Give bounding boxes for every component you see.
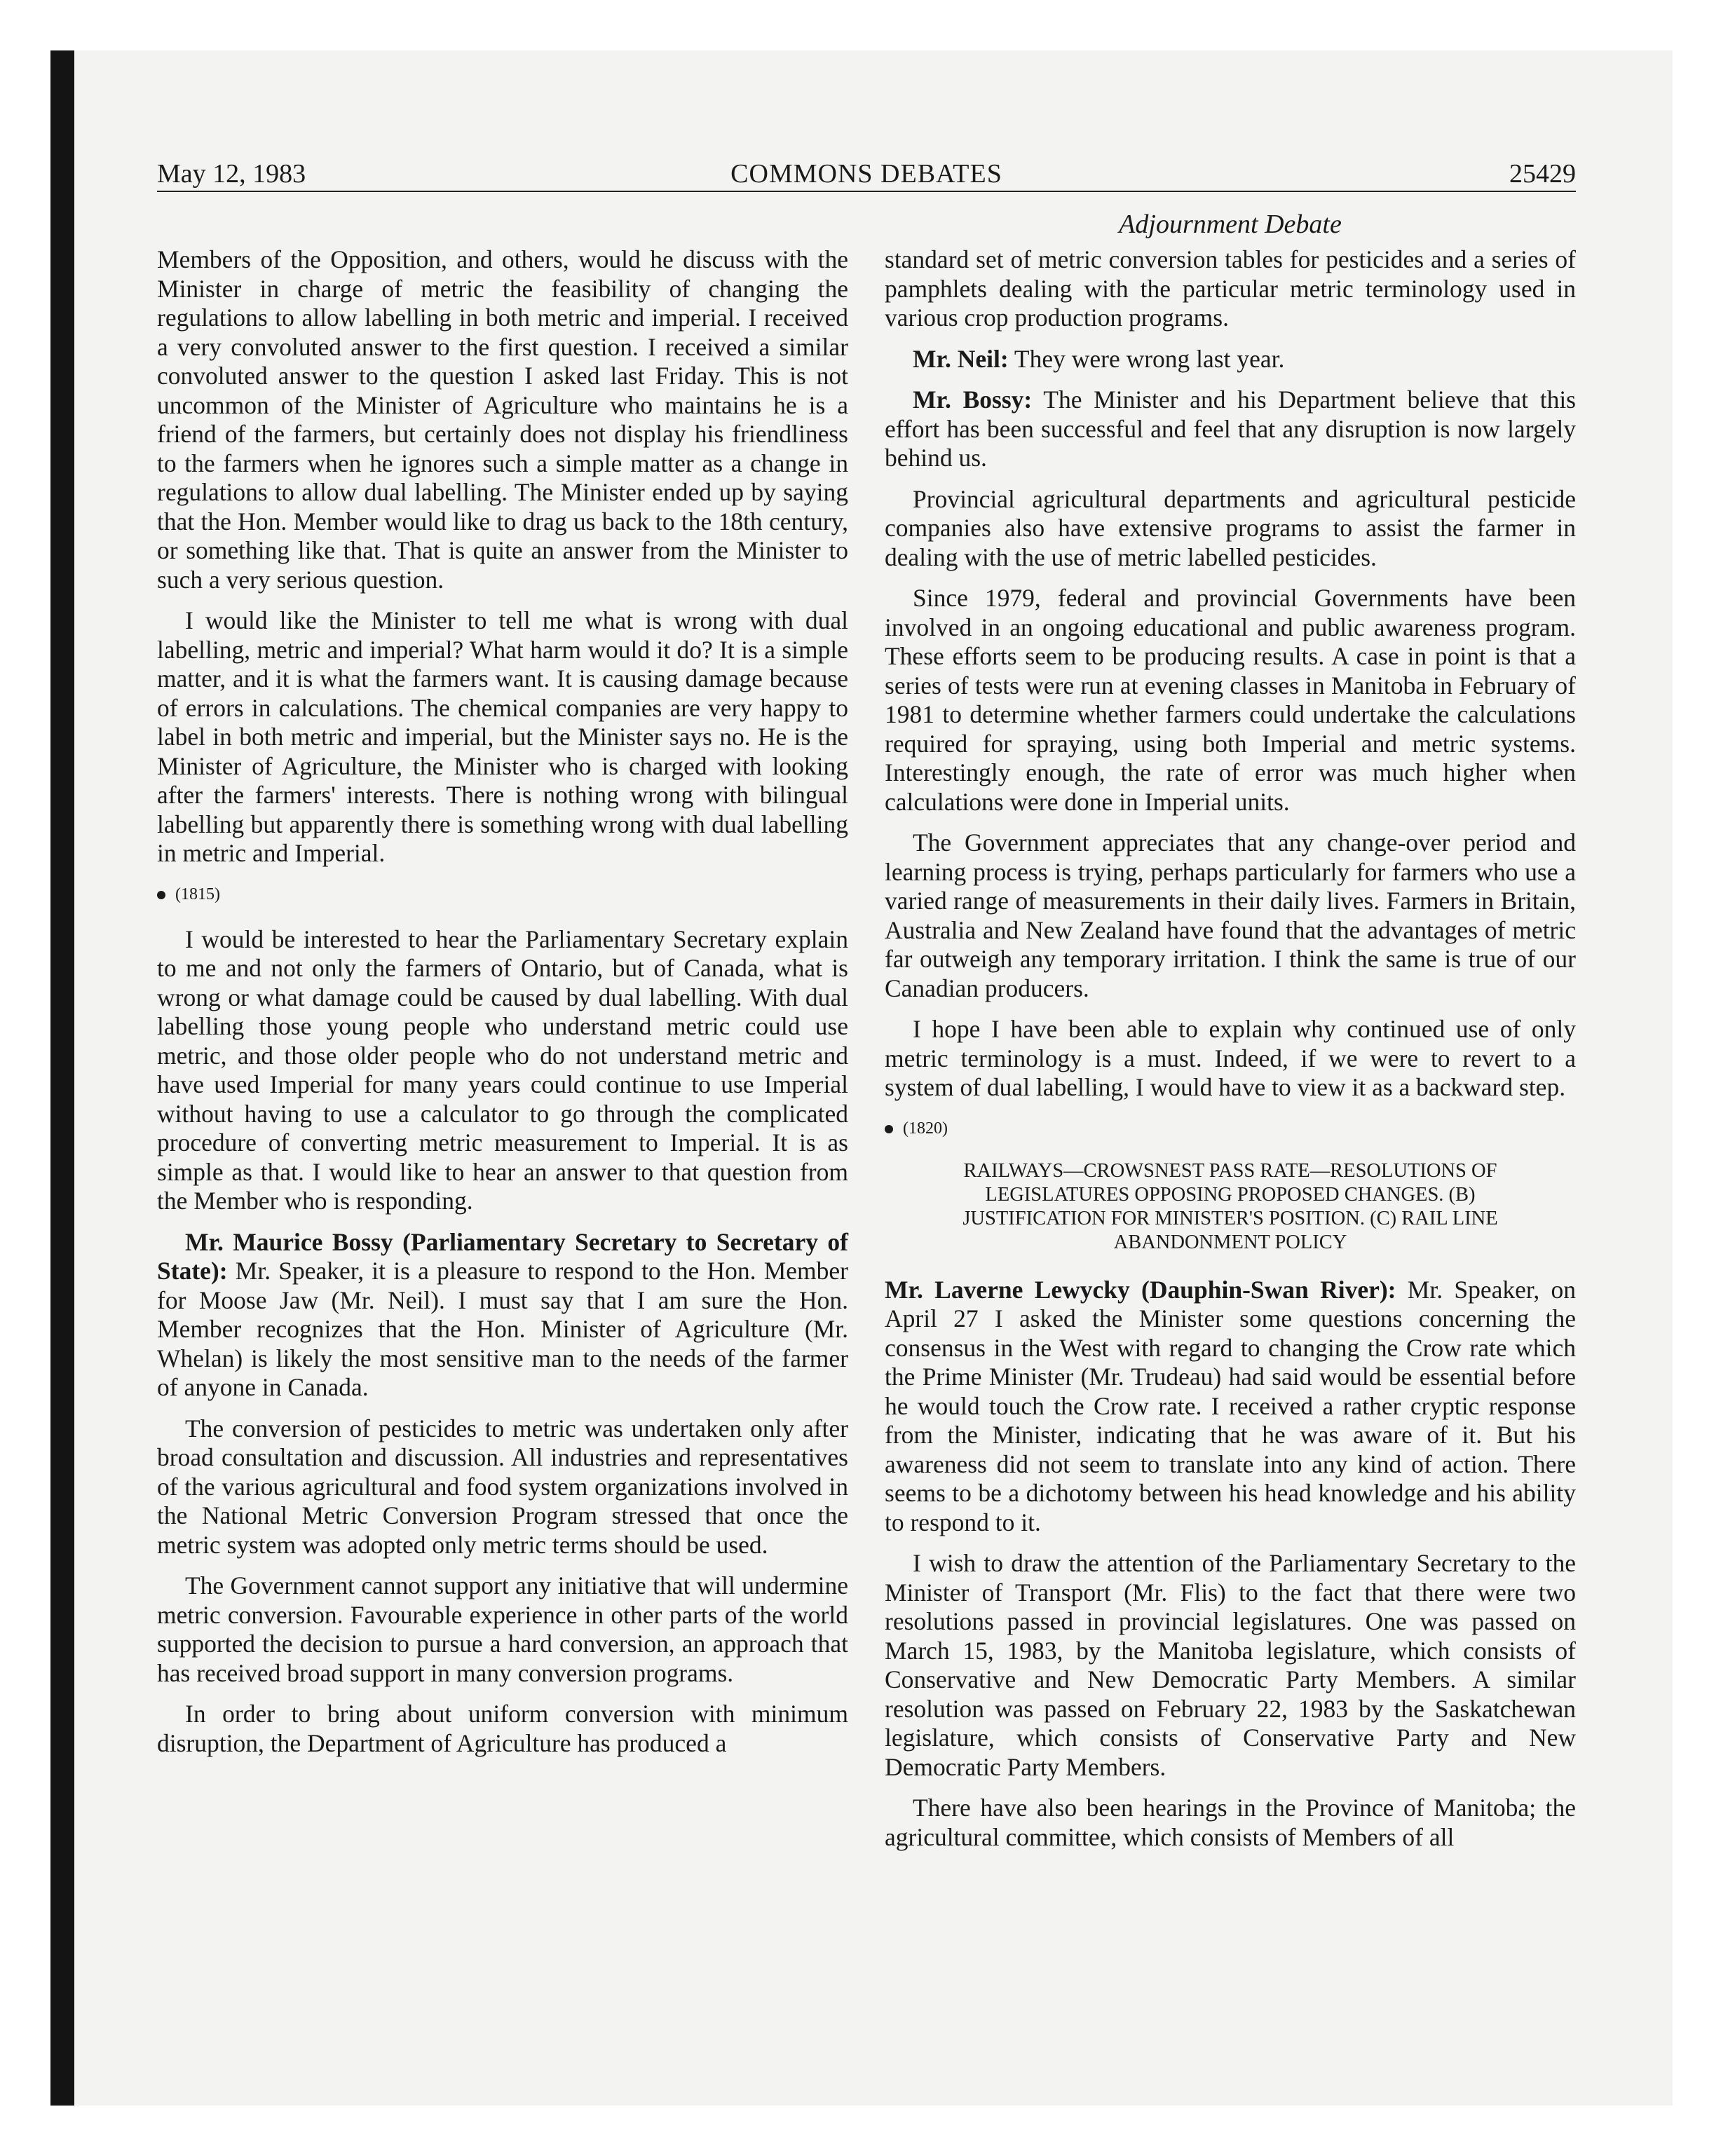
section-title-line: ABANDONMENT POLICY	[1113, 1231, 1347, 1253]
right-column	[885, 245, 1576, 1864]
speech-text: They were wrong last year.	[1008, 344, 1285, 373]
running-header	[157, 157, 1576, 192]
bullet-icon	[885, 1125, 893, 1133]
speaker-name: Mr. Neil:	[913, 344, 1009, 373]
paragraph: Members of the Opposition, and others, would he discuss with the Minister in charge of metric the feasibility of changing the regulations to allow labelling in both metric and imperial. I received a very convoluted answer to the first question. I received a similar convoluted answer to the question I asked last Friday. This is not uncommon of the Minister of Agriculture who maintains he is a friend of the farmers, but certainly does not display his friendliness to the farmers when he ignores such a simple matter as a change in regulations to allow dual labelling. The Minister ended up by saying that the Hon. Member would like to drag us back to the 18th century, or something like that. That is quite an answer from the Minister to such a very serious question.	[157, 245, 848, 594]
time-marker	[157, 880, 848, 908]
speech-text: The Minister and his Department believe that this effort has been successful and feel that any disruption is now largely behind us.	[885, 386, 1576, 472]
header-date: May 12, 1983	[157, 159, 306, 189]
bullet-icon	[157, 891, 165, 899]
paragraph: The Government appreciates that any change-over period and learning process is trying, perhaps particularly for farmers who use a varied range of measurements in their daily lives. Farmers in Britain, Australia and New Zealand have found that the advantages of metric far outweigh any temporary irritation. I think the same is true of our Canadian producers.	[885, 828, 1576, 1002]
header-page-number: 25429	[1509, 159, 1576, 189]
scan-binding-edge	[50, 50, 74, 2106]
section-title-line: JUSTIFICATION FOR MINISTER'S POSITION. (C) RAIL LINE	[962, 1207, 1498, 1229]
section-title-line: RAILWAYS—CROWSNEST PASS RATE—RESOLUTIONS OF	[963, 1159, 1497, 1182]
speech-paragraph	[885, 386, 1576, 473]
left-column	[157, 245, 848, 1770]
section-title	[885, 1159, 1576, 1255]
paragraph: Provincial agricultural departments and agricultural pesticide companies also have extensive programs to assist the farmer in dealing with the use of metric labelled pesticides.	[885, 484, 1576, 571]
paragraph: There have also been hearings in the Province of Manitoba; the agricultural committee, which consists of Members of all	[885, 1794, 1576, 1851]
paragraph: Since 1979, federal and provincial Governments have been involved in an ongoing educational and public awareness program. These efforts seem to be producing results. A case in point is that a series of tests were run at evening classes in Manitoba in February of 1981 to determine whether farmers could undertake the calculations required for spraying, using both Imperial and metric systems. Interestingly enough, the rate of error was much higher when calculations were done in Imperial units.	[885, 584, 1576, 816]
section-subheading: Adjournment Debate	[1119, 210, 1342, 239]
time-marker-label: (1815)	[175, 885, 220, 903]
speech-text: Mr. Speaker, on April 27 I asked the Minister some questions concerning the consensus in the West with regard to changing the Crow rate which the Prime Minister (Mr. Trudeau) had said would be essential before he would touch the Crow rate. I received a rather cryptic response from the Minister, indicating that he was aware of it. But his awareness did not seem to translate into any kind of action. There seems to be a dichotomy between his head knowledge and his ability to respond to it.	[885, 1275, 1576, 1536]
paragraph: I would like the Minister to tell me what is wrong with dual labelling, metric and imperial? What harm would it do? It is a simple matter, and it is what the farmers want. It is causing damage because of errors in calculations. The chemical companies are very happy to label in both metric and imperial, but the Minister says no. He is the Minister of Agriculture, the Minister who is charged with looking after the farmers' interests. There is nothing wrong with bilingual labelling but apparently there is something wrong with dual labelling in metric and Imperial.	[157, 606, 848, 867]
paragraph: I would be interested to hear the Parliamentary Secretary explain to me and not only the farmers of Ontario, but of Canada, what is wrong or what damage could be caused by dual labelling. With dual labelling those young people who understand metric could use metric, and those older people who do not understand metric and have used Imperial for many years could continue to use Imperial without having to use a calculator to go through the complicated procedure of converting metric measurement to Imperial. It is as simple as that. I would like to hear an answer to that question from the Member who is responding.	[157, 925, 848, 1215]
paragraph: In order to bring about uniform conversion with minimum disruption, the Department of Agriculture has produced a	[157, 1700, 848, 1757]
speaker-name: Mr. Bossy:	[913, 386, 1033, 414]
time-marker-label: (1820)	[903, 1119, 948, 1138]
time-marker	[885, 1114, 1576, 1142]
header-title: COMMONS DEBATES	[730, 159, 1002, 189]
section-title-line: LEGISLATURES OPPOSING PROPOSED CHANGES. (B)	[985, 1183, 1476, 1206]
speaker-name: Mr. Laverne Lewycky (Dauphin-Swan River):	[885, 1275, 1396, 1304]
speech-paragraph	[885, 345, 1576, 374]
speech-text: Mr. Speaker, it is a pleasure to respond to the Hon. Member for Moose Jaw (Mr. Neil). I must say that I am sure the Hon. Member recognizes that the Hon. Minister of Agriculture (Mr. Whelan) is likely the most sensitive man to the needs of the farmer of anyone in Canada.	[157, 1257, 848, 1401]
speech-paragraph	[157, 1228, 848, 1403]
speaker-name: Mr. Maurice Bossy (Parliamentary Secretary to Secretary of State):	[157, 1227, 848, 1285]
speech-paragraph	[885, 1276, 1576, 1538]
paragraph: I hope I have been able to explain why continued use of only metric terminology is a must. Indeed, if we were to revert to a system of dual labelling, I would have to view it as a backward step.	[885, 1015, 1576, 1101]
paragraph: The conversion of pesticides to metric was undertaken only after broad consultation and discussion. All industries and representatives of the various agricultural and food system organizations involved in the National Metric Conversion Program stressed that once the metric system was adopted only metric terms should be used.	[157, 1414, 848, 1559]
paragraph: standard set of metric conversion tables for pesticides and a series of pamphlets dealing with the particular metric terminology used in various crop production programs.	[885, 245, 1576, 332]
paragraph: I wish to draw the attention of the Parliamentary Secretary to the Minister of Transport (Mr. Flis) to the fact that there were two resolutions passed in provincial legislatures. One was passed on March 15, 1983, by the Manitoba legislature, which consists of Conservative and New Democratic Party Members. A similar resolution was passed on February 22, 1983 by the Saskatchewan legislature, which consists of Conservative Party and New Democratic Party Members.	[885, 1549, 1576, 1781]
paragraph: The Government cannot support any initiative that will undermine metric conversion. Favourable experience in other parts of the world supported the decision to pursue a hard conversion, an approach that has received broad support in many conversion programs.	[157, 1571, 848, 1687]
